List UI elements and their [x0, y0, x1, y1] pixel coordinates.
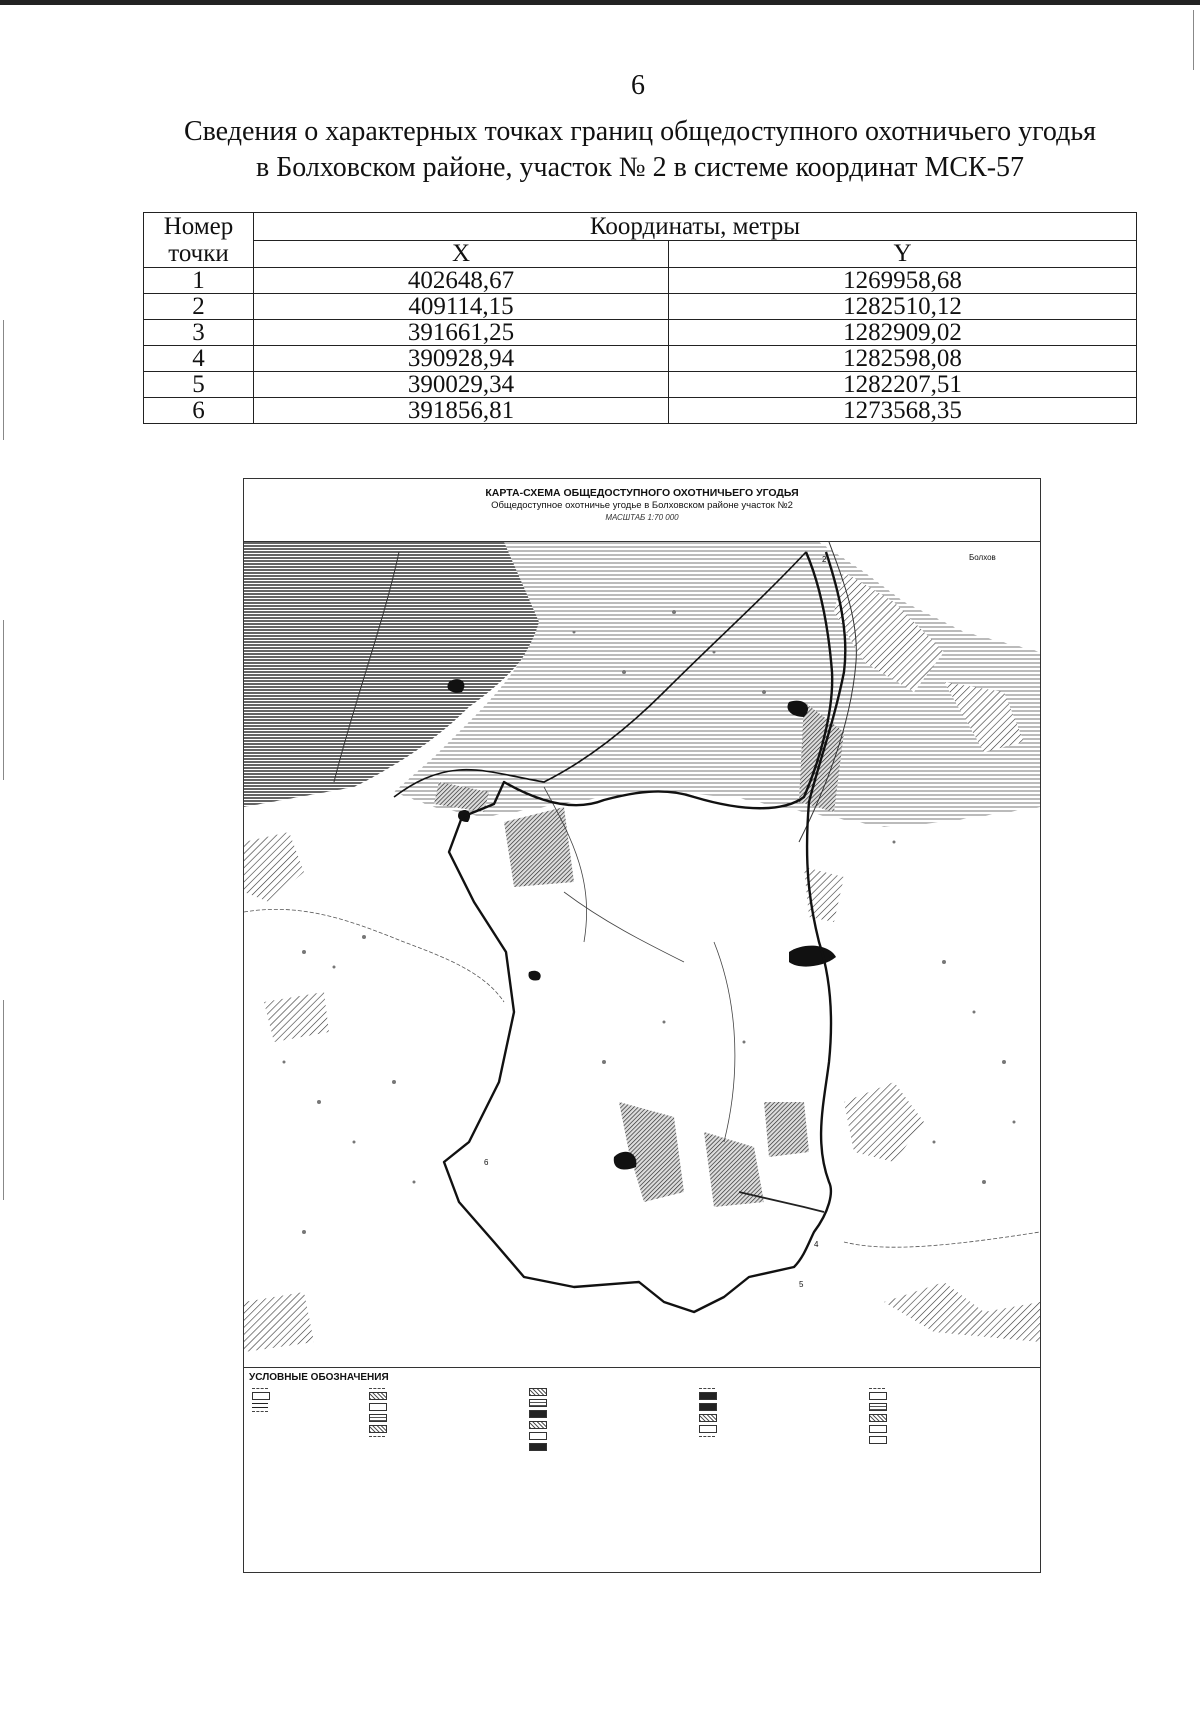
point-number: 2	[144, 294, 254, 320]
coord-x: 409114,15	[254, 294, 669, 320]
table-row	[144, 372, 1137, 398]
top-border-rule	[0, 0, 1200, 5]
river-line	[844, 1232, 1040, 1247]
legend-swatch	[529, 1399, 547, 1407]
legend-swatch	[529, 1388, 547, 1396]
legend-swatch	[529, 1432, 547, 1440]
legend-swatch	[699, 1436, 715, 1437]
header-coordinates: Координаты, метры	[254, 213, 1137, 241]
legend-swatch	[529, 1410, 547, 1418]
left-margin-mark	[3, 1000, 4, 1200]
legend-swatch	[869, 1392, 887, 1400]
legend-swatch	[699, 1414, 717, 1422]
coord-y: 1269958,68	[669, 268, 1137, 294]
map-subtitle: Общедоступное охотничье угодье в Болховском районе участок №2	[491, 500, 793, 511]
river-line	[244, 909, 504, 1002]
hatched-patch	[244, 832, 304, 902]
legend-column	[369, 1388, 519, 1440]
table-row	[144, 346, 1137, 372]
hatched-patch	[619, 1102, 684, 1202]
legend-swatch	[369, 1414, 387, 1422]
hatched-patch	[244, 1292, 314, 1352]
table-row	[144, 294, 1137, 320]
legend-swatch	[699, 1403, 717, 1411]
point-number: 1	[144, 268, 254, 294]
legend-swatch	[699, 1392, 717, 1400]
header-x: X	[254, 240, 669, 268]
legend-swatch	[369, 1403, 387, 1411]
coord-y: 1282598,08	[669, 346, 1137, 372]
coord-x: 390029,34	[254, 372, 669, 398]
dark-spot	[789, 946, 836, 967]
point-number: 6	[144, 398, 254, 424]
legend-swatch	[869, 1403, 887, 1411]
left-margin-mark	[3, 620, 4, 780]
legend-swatch	[369, 1436, 385, 1437]
map-scale: МАСШТАБ 1:70 000	[605, 513, 679, 522]
legend-column	[529, 1388, 689, 1454]
legend-swatch	[869, 1436, 887, 1444]
legend-swatch	[699, 1425, 717, 1433]
legend-swatch	[369, 1388, 385, 1389]
point-label: 4	[814, 1240, 819, 1249]
right-margin-mark	[1193, 10, 1194, 70]
table-row	[144, 320, 1137, 346]
hatched-patch	[504, 807, 574, 887]
map-title: КАРТА-СХЕМА ОБЩЕДОСТУПНОГО ОХОТНИЧЬЕГО УГОДЬЯ	[485, 487, 799, 499]
header-point-number: Номер точки	[144, 213, 254, 268]
coord-x: 391661,25	[254, 320, 669, 346]
point-number: 5	[144, 372, 254, 398]
coord-x: 402648,67	[254, 268, 669, 294]
point-label: 6	[484, 1158, 489, 1167]
dark-spot	[528, 971, 540, 981]
legend-swatch	[252, 1392, 270, 1400]
legend-title: УСЛОВНЫЕ ОБОЗНАЧЕНИЯ	[249, 1372, 389, 1383]
table-row	[144, 268, 1137, 294]
left-margin-mark	[3, 320, 4, 440]
map-scheme	[243, 478, 1041, 1573]
coord-y: 1273568,35	[669, 398, 1137, 424]
document-title	[150, 114, 1130, 186]
coord-y: 1282909,02	[669, 320, 1137, 346]
coord-x: 390928,94	[254, 346, 669, 372]
title-line-2: в Болховском районе, участок № 2 в системе координат МСК-57	[255, 152, 1025, 183]
map-header	[244, 479, 1040, 542]
point-label: 5	[799, 1280, 804, 1289]
legend-swatch	[529, 1421, 547, 1429]
legend-swatch	[529, 1443, 547, 1451]
title-line-1: Сведения о характерных точках границ общедоступного охотничьего угодья	[183, 116, 1097, 147]
hatched-patch	[844, 1082, 924, 1162]
legend-swatch	[869, 1425, 887, 1433]
legend-column	[869, 1388, 1034, 1447]
point-number: 3	[144, 320, 254, 346]
hatched-patch	[264, 992, 329, 1042]
legend-swatch	[369, 1425, 387, 1433]
legend-swatch	[252, 1407, 268, 1408]
legend-swatch	[699, 1388, 715, 1389]
legend-swatch	[369, 1392, 387, 1400]
table-row	[144, 398, 1137, 424]
coordinates-table	[143, 212, 1137, 424]
hatched-patch	[884, 1282, 1040, 1342]
map-legend	[244, 1367, 1040, 1573]
hatched-patch	[764, 1102, 809, 1157]
road-line	[564, 892, 684, 962]
legend-swatch	[252, 1403, 268, 1404]
coord-y: 1282510,12	[669, 294, 1137, 320]
point-number: 4	[144, 346, 254, 372]
legend-column	[252, 1388, 362, 1415]
header-y: Y	[669, 240, 1137, 268]
coord-y: 1282207,51	[669, 372, 1137, 398]
page-number: 6	[631, 70, 645, 101]
map-drawing	[244, 542, 1040, 1367]
coord-x: 391856,81	[254, 398, 669, 424]
legend-swatch	[869, 1388, 885, 1389]
legend-swatch	[252, 1388, 268, 1389]
place-label-bolkhov: Болхов	[969, 553, 996, 562]
road-line	[714, 942, 735, 1142]
legend-swatch	[869, 1414, 887, 1422]
point-label: 2	[822, 555, 827, 564]
legend-column	[699, 1388, 859, 1440]
legend-swatch	[252, 1411, 268, 1412]
